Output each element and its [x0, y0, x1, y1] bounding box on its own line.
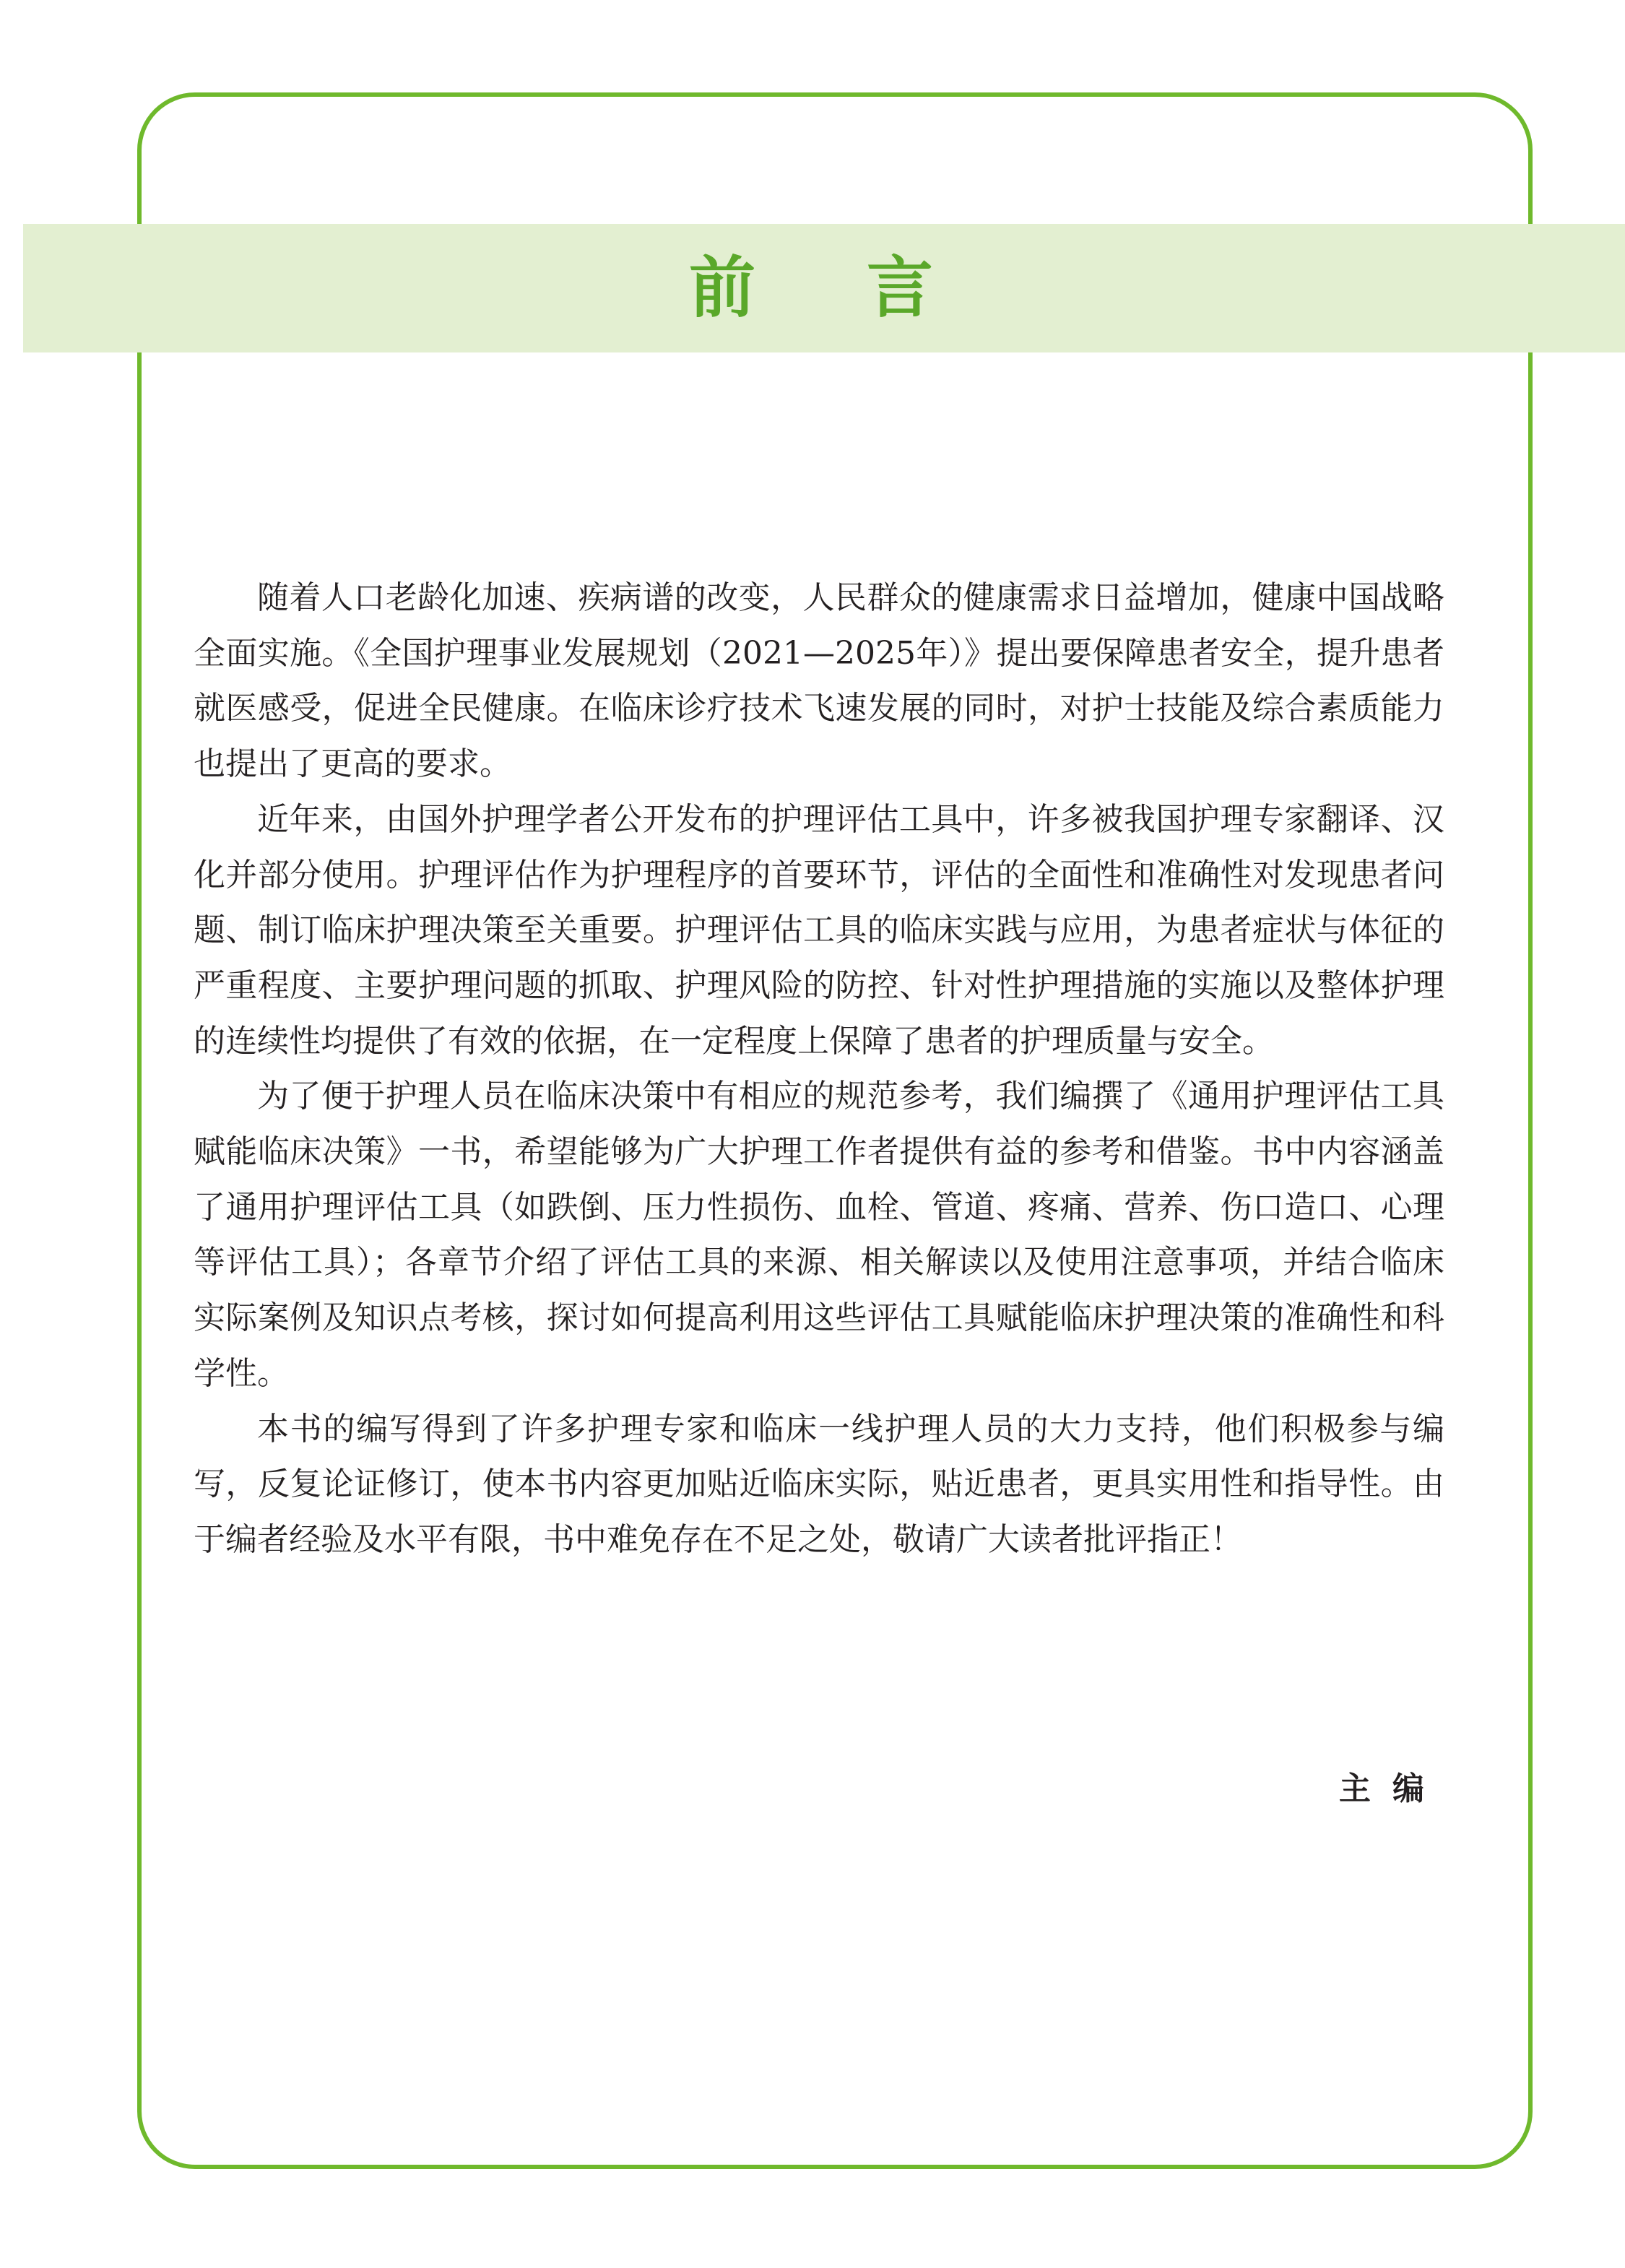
title-char-2: 言 [867, 249, 937, 326]
paragraph-3: 为了便于护理人员在临床决策中有相应的规范参考，我们编撰了《通用护理评估工具赋能临床决策》一书，希望能够为广大护理工作者提供有益的参考和借鉴。书中内容涵盖了通用护理评估工具（如跌倒、压力性损伤、血栓、管道、疼痛、营养、伤口造口、心理等评估工具）；各章节介绍了评估工具的来源、相关解读以及使用注意事项，并结合临床实际案例及知识点考核，探讨如何提高利用这些评估工具赋能临床护理决策的准确性和科学性。 [194, 1078, 1444, 1392]
paragraph-2: 近年来，由国外护理学者公开发布的护理评估工具中，许多被我国护理专家翻译、汉化并部分使用。护理评估作为护理程序的首要环节，评估的全面性和准确性对发现患者问题、制订临床护理决策至关重要。护理评估工具的临床实践与应用，为患者症状与体征的严重程度、主要护理问题的抓取、护理风险的防控、针对性护理措施的实施以及整体护理的连续性均提供了有效的依据，在一定程度上保障了患者的护理质量与安全。 [194, 800, 1444, 1060]
paragraph-4: 本书的编写得到了许多护理专家和临床一线护理人员的大力支持，他们积极参与编写，反复论证修订，使本书内容更加贴近临床实际，贴近患者，更具实用性和指导性。由于编者经验及水平有限，书中难免存在不足之处，敬请广大读者批评指正！ [194, 1410, 1444, 1558]
signature: 主编 [1339, 1770, 1446, 1807]
page-title [0, 224, 1625, 352]
paragraph-1: 随着人口老龄化加速、疾病谱的改变，人民群众的健康需求日益增加，健康中国战略全面实施。《全国护理事业发展规划（2021—2025年）》提出要保障患者安全，提升患者就医感受，促进全民健康。在临床诊疗技术飞速发展的同时，对护士技能及综合素质能力也提出了更高的要求。 [194, 579, 1444, 783]
preface-body [194, 571, 1444, 1568]
title-char-1: 前 [688, 249, 758, 326]
